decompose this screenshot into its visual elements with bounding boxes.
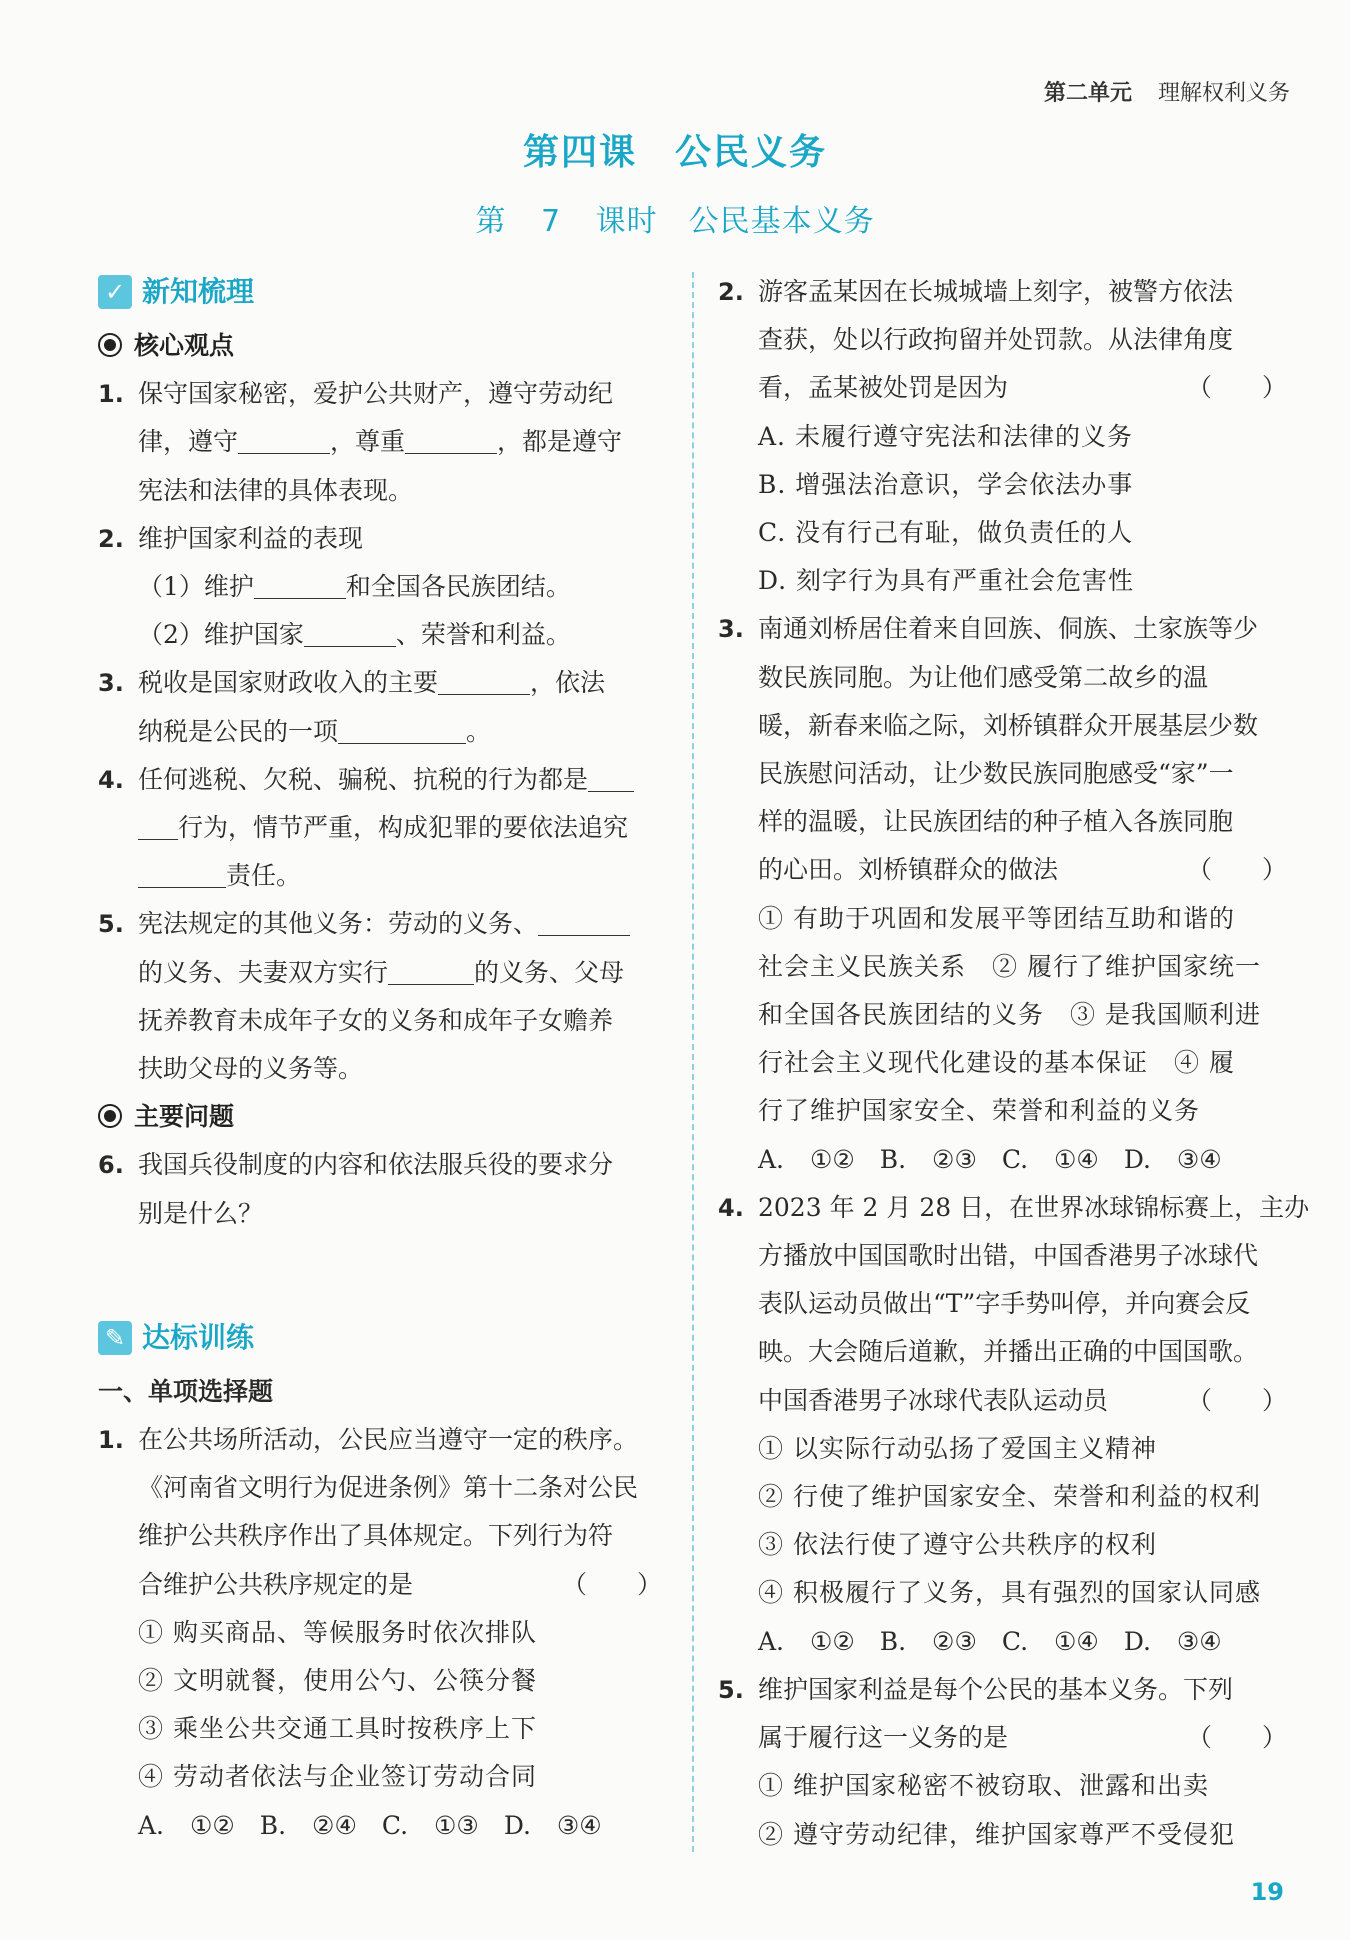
item-number: 2. — [98, 524, 124, 553]
column-divider — [692, 272, 694, 1852]
option: 和全国各民族团结的义务 ③ 是我国顺利进 — [758, 1000, 1261, 1030]
main-heading — [98, 1093, 668, 1141]
item-text: ，依法 — [530, 668, 606, 698]
item-number: 3. — [98, 669, 124, 698]
option: ④ 积极履行了义务，具有强烈的国家认同感 — [758, 1578, 1261, 1608]
question — [98, 1416, 668, 1850]
option: 行了维护国家安全、荣誉和利益的义务 — [758, 1096, 1201, 1126]
bullet-icon — [98, 333, 122, 357]
answer-parentheses[interactable]: （ ） — [1186, 373, 1287, 403]
fill-blank[interactable] — [254, 570, 346, 599]
list-item — [98, 756, 668, 901]
item-text: 。 — [466, 716, 492, 746]
answer-choices: A. ①② B. ②③ C. ①④ D. ③④ — [758, 1144, 1222, 1174]
item-text: ，都是遵守 — [497, 427, 623, 457]
item-number: 1. — [98, 380, 124, 409]
question-text: 查获，处以行政拘留并处罚款。从法律角度 — [758, 325, 1234, 355]
lesson-title: 第四课 公民义务 — [522, 132, 827, 173]
question-text: 游客孟某因在长城城墙上刻字，被警方依法 — [758, 277, 1234, 306]
answer-choices: A. ①② B. ②④ C. ①③ D. ③④ — [138, 1810, 602, 1840]
question-number: 4. — [718, 1193, 744, 1222]
question-text: 《河南省文明行为促进条例》第十二条对公民 — [138, 1473, 639, 1503]
question-text: 方播放中国国歌时出错，中国香港男子冰球代 — [758, 1241, 1259, 1271]
running-header — [1044, 76, 1290, 107]
question-text: 维护国家利益是每个公民的基本义务。下列 — [758, 1674, 1234, 1704]
question-text: 表队运动员做出“T”字手势叫停，并向赛会反 — [758, 1289, 1251, 1319]
question-text: 看，孟某被处罚是因为 — [758, 373, 1009, 403]
answer-space[interactable] — [98, 1238, 668, 1314]
question-text: 在公共场所活动，公民应当遵守一定的秩序。 — [138, 1425, 639, 1455]
fill-blank[interactable] — [405, 425, 497, 454]
question-text: 民族慰问活动，让少数民族同胞感受“家”一 — [758, 759, 1234, 789]
question-text: 南通刘桥居住着来自回族、侗族、土家族等少 — [758, 614, 1259, 644]
item-text: （1）维护 — [138, 572, 254, 602]
question — [718, 268, 1293, 605]
option: ② 行使了维护国家安全、荣誉和利益的权利 — [758, 1482, 1261, 1512]
checkbox-pencil-icon: ✓ — [98, 275, 132, 309]
option: ① 以实际行动弘扬了爱国主义精神 — [758, 1433, 1157, 1463]
left-column — [98, 268, 668, 1850]
question — [718, 1666, 1293, 1859]
fill-blank[interactable] — [138, 859, 226, 888]
fill-blank[interactable] — [238, 425, 330, 454]
period-title: 第 7 课时 公民基本义务 — [475, 204, 875, 239]
option: A. 未履行遵守宪法和法律的义务 — [758, 421, 1133, 451]
item-text: 、荣誉和利益。 — [395, 620, 571, 650]
item-number: 4. — [98, 765, 124, 794]
question-text: 数民族同胞。为让他们感受第二故乡的温 — [758, 662, 1209, 692]
item-text: 纳税是公民的一项 — [138, 716, 339, 746]
question — [718, 1184, 1310, 1666]
fill-blank[interactable] — [438, 666, 530, 695]
answer-parentheses[interactable]: （ ） — [1186, 855, 1287, 885]
option: D. 刻字行为具有严重社会危害性 — [758, 566, 1135, 596]
item-text: 扶助父母的义务等。 — [138, 1054, 364, 1084]
question-number: 1. — [98, 1426, 124, 1455]
question-text: 中国香港男子冰球代表队运动员 — [758, 1385, 1109, 1415]
fill-blank[interactable] — [304, 618, 396, 647]
section-new-heading — [98, 268, 668, 316]
item-text: ，尊重 — [330, 427, 406, 457]
question-text: 2023 年 2 月 28 日，在世界冰球锦标赛上，主办 — [758, 1192, 1310, 1222]
item-text: 的义务、父母 — [474, 957, 625, 987]
question-text: 暖，新春来临之际，刘桥镇群众开展基层少数 — [758, 710, 1259, 740]
item-text: 我国兵役制度的内容和依法服兵役的要求分 — [138, 1150, 614, 1180]
question-text: 样的温暖，让民族团结的种子植入各族同胞 — [758, 807, 1234, 837]
question-number: 2. — [718, 278, 744, 306]
item-text: 责任。 — [226, 861, 302, 891]
option: 行社会主义现代化建设的基本保证 ④ 履 — [758, 1048, 1235, 1078]
item-number: 5. — [98, 910, 124, 939]
fill-blank[interactable] — [388, 956, 474, 985]
core-heading — [98, 322, 668, 370]
question-text: 维护公共秩序作出了具体规定。下列行为符 — [138, 1521, 614, 1551]
list-item — [98, 515, 668, 660]
option: ③ 乘坐公共交通工具时按秩序上下 — [138, 1714, 537, 1744]
list-item — [98, 900, 668, 1093]
item-text: （2）维护国家 — [138, 620, 304, 650]
fill-blank[interactable] — [338, 715, 466, 744]
question-text: 属于履行这一义务的是 — [758, 1723, 1009, 1753]
answer-parentheses[interactable]: （ ） — [1186, 1723, 1287, 1753]
question-text: 映。大会随后道歉，并播出正确的中国国歌。 — [758, 1337, 1259, 1367]
header-unit: 第二单元 — [1043, 81, 1132, 106]
section-train-heading — [98, 1314, 668, 1362]
item-number: 6. — [98, 1151, 124, 1180]
item-text: 的义务、夫妻双方实行 — [138, 957, 389, 987]
option: ③ 依法行使了遵守公共秩序的权利 — [758, 1530, 1157, 1560]
option: B. 增强法治意识，学会依法办事 — [758, 469, 1134, 499]
item-text: 别是什么？ — [138, 1198, 264, 1228]
option: ② 文明就餐，使用公勺、公筷分餐 — [138, 1666, 537, 1696]
bullet-icon — [98, 1104, 122, 1128]
question-number: 3. — [718, 615, 744, 644]
answer-choices: A. ①② B. ②③ C. ①④ D. ③④ — [758, 1626, 1222, 1656]
item-text: 保守国家秘密，爱护公共财产，遵守劳动纪 — [138, 379, 614, 409]
item-text: 宪法规定的其他义务：劳动的义务、 — [138, 909, 539, 939]
answer-parentheses[interactable]: （ ） — [1186, 1385, 1287, 1415]
question-number: 5. — [718, 1675, 744, 1704]
list-item — [98, 659, 668, 755]
option: ④ 劳动者依法与企业签订劳动合同 — [138, 1762, 537, 1792]
option: ① 购买商品、等候服务时依次排队 — [138, 1617, 537, 1647]
question-text: 的心田。刘桥镇群众的做法 — [758, 855, 1059, 885]
item-text: 宪法和法律的具体表现。 — [138, 475, 414, 505]
pencil-note-icon: ✎ — [98, 1321, 132, 1355]
list-item — [98, 1141, 668, 1237]
option: ① 维护国家秘密不被窃取、泄露和出卖 — [758, 1771, 1209, 1801]
option: ② 遵守劳动纪律，维护国家尊严不受侵犯 — [758, 1819, 1235, 1849]
fill-blank[interactable] — [538, 907, 630, 936]
question — [718, 605, 1293, 1183]
option: C. 没有行己有耻，做负责任的人 — [758, 518, 1134, 548]
fill-blank[interactable] — [588, 763, 634, 792]
section-new-title: 新知梳理 — [142, 274, 255, 308]
right-column — [718, 268, 1310, 1859]
core-heading-text: 核心观点 — [134, 331, 235, 360]
item-text: 税收是国家财政收入的主要 — [138, 668, 439, 698]
page-number: 19 — [1250, 1878, 1284, 1906]
fill-blank[interactable] — [138, 811, 178, 840]
option: ① 有助于巩固和发展平等团结互助和谐的 — [758, 903, 1235, 933]
item-text: 和全国各民族团结。 — [345, 572, 571, 602]
question-text: 合维护公共秩序规定的是 — [138, 1569, 414, 1599]
list-item — [98, 370, 668, 515]
section-train-title: 达标训练 — [142, 1320, 255, 1354]
item-text: 任何逃税、欠税、骗税、抗税的行为都是 — [138, 764, 589, 794]
item-text: 律，遵守 — [138, 427, 239, 457]
item-text: 抚养教育未成年子女的义务和成年子女赡养 — [138, 1005, 614, 1035]
answer-parentheses[interactable]: （ ） — [561, 1569, 662, 1599]
option: 社会主义民族关系 ② 履行了维护国家统一 — [758, 951, 1261, 981]
item-text: 行为，情节严重，构成犯罪的要依法追究 — [178, 813, 629, 843]
part-heading: 一、单项选择题 — [98, 1376, 274, 1406]
header-topic: 理解权利义务 — [1157, 81, 1290, 106]
item-text: 维护国家利益的表现 — [138, 523, 364, 553]
main-heading-text: 主要问题 — [134, 1102, 235, 1132]
